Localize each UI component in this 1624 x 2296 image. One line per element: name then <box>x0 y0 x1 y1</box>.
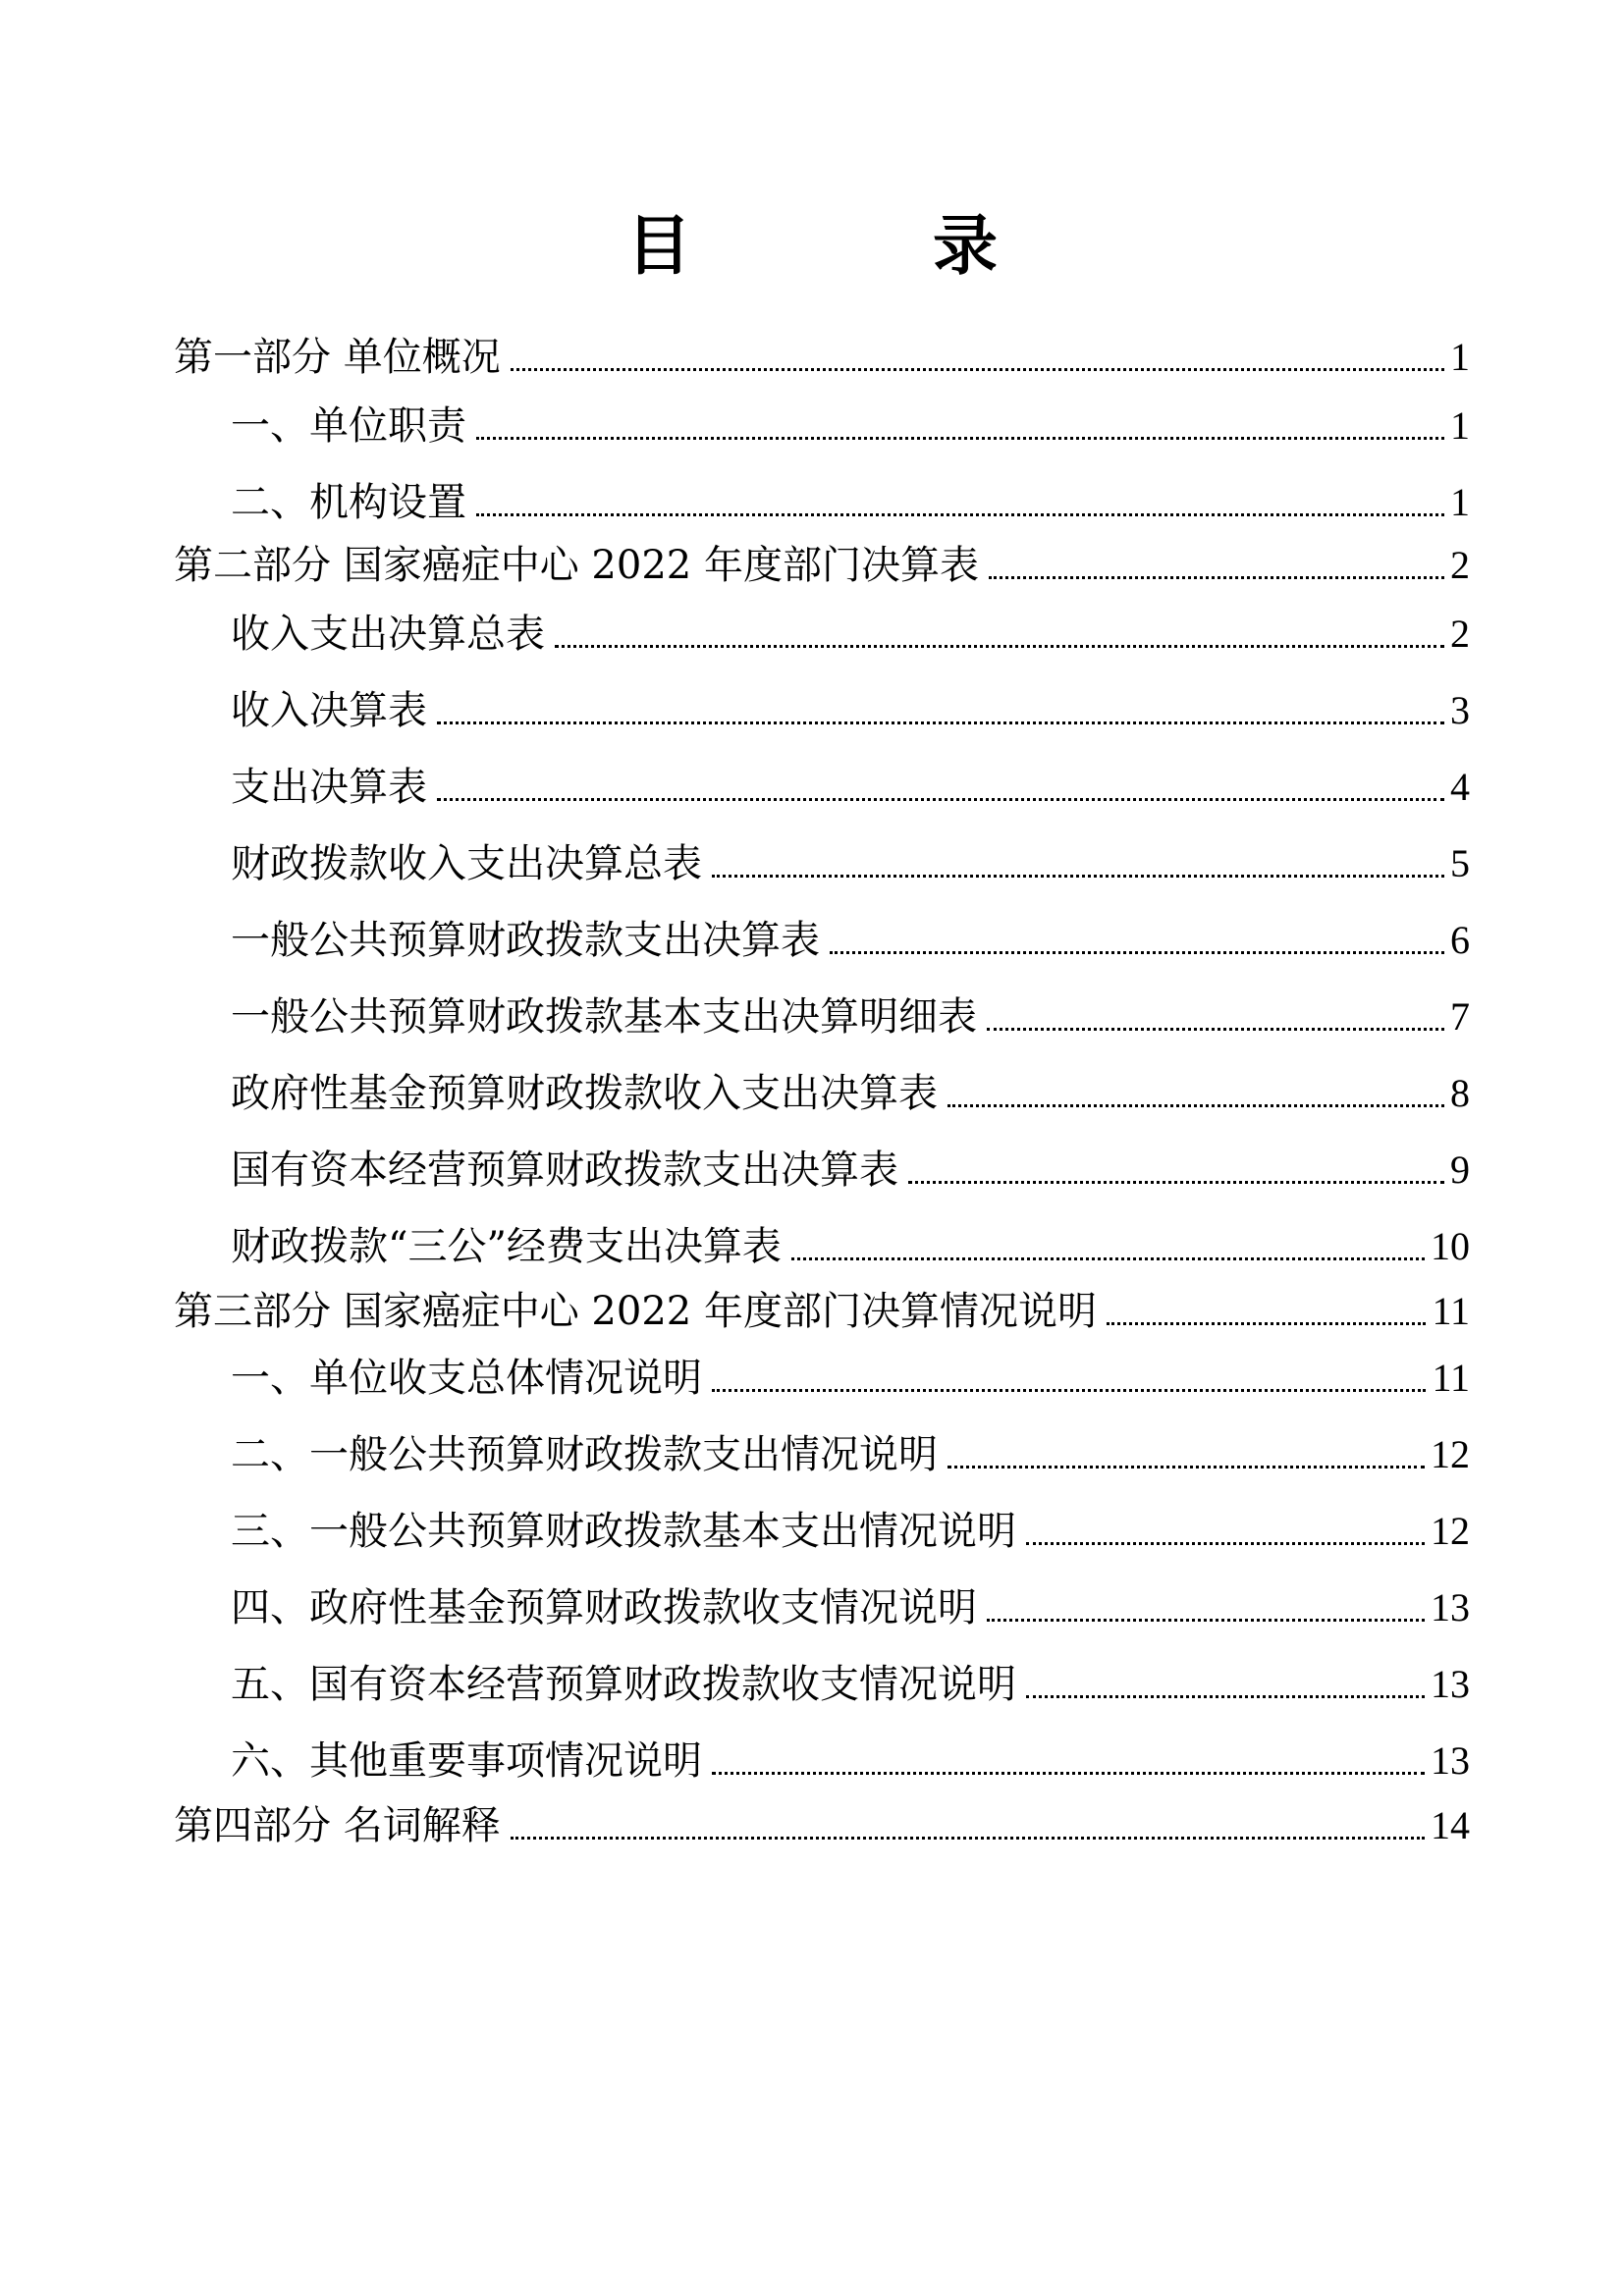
toc-entry-label: 三、一般公共预算财政拨款基本支出情况说明 <box>231 1509 1016 1554</box>
toc-entry-label: 二、一般公共预算财政拨款支出情况说明 <box>231 1432 938 1477</box>
toc-dot-leader <box>947 1103 1444 1107</box>
toc-page-number: 6 <box>1450 918 1470 962</box>
toc-entry-label: 政府性基金预算财政拨款收入支出决算表 <box>231 1071 938 1116</box>
toc-entry-income-table[interactable] <box>174 677 1470 736</box>
toc-entry-organization[interactable] <box>174 469 1470 528</box>
toc-dot-leader <box>476 512 1444 516</box>
toc-entry-label: 国有资本经营预算财政拨款支出决算表 <box>231 1148 898 1193</box>
toc-page-number: 8 <box>1450 1071 1470 1115</box>
toc-entry-government-fund[interactable] <box>174 1060 1470 1119</box>
toc-entry-label: 第一部分 单位概况 <box>174 335 501 380</box>
toc-dot-leader <box>989 575 1444 579</box>
toc-entry-label: 收入决算表 <box>231 688 427 733</box>
toc-entry-label: 一般公共预算财政拨款基本支出决算明细表 <box>231 994 977 1040</box>
toc-entry-label: 一、单位职责 <box>231 403 466 449</box>
toc-dot-leader <box>1026 1541 1425 1545</box>
toc-entry-part-1[interactable] <box>174 324 1470 383</box>
toc-dot-leader <box>947 1465 1425 1468</box>
toc-entry-label: 四、政府性基金预算财政拨款收支情况说明 <box>231 1585 977 1630</box>
toc-entry-part-2[interactable] <box>174 532 1470 591</box>
toc-entry-state-capital-explanation[interactable] <box>174 1651 1470 1710</box>
toc-entry-government-fund-explanation[interactable] <box>174 1575 1470 1633</box>
toc-entry-label: 第二部分 国家癌症中心 2022 年度部门决算表 <box>174 543 979 588</box>
toc-dot-leader <box>476 436 1444 440</box>
toc-page-number: 2 <box>1450 612 1470 656</box>
toc-entry-label: 收入支出决算总表 <box>231 612 545 657</box>
toc-dot-leader <box>511 1836 1425 1840</box>
toc-page-number: 12 <box>1431 1432 1470 1476</box>
toc-entry-general-budget-explanation[interactable] <box>174 1421 1470 1480</box>
toc-entry-income-expense-summary[interactable] <box>174 601 1470 660</box>
toc-page-number: 9 <box>1450 1148 1470 1192</box>
toc-dot-leader <box>437 797 1444 801</box>
toc-entry-label: 一般公共预算财政拨款支出决算表 <box>231 918 820 963</box>
toc-dot-leader <box>712 1388 1426 1392</box>
toc-dot-leader <box>830 950 1444 954</box>
toc-entry-basic-expense-explanation[interactable] <box>174 1498 1470 1557</box>
toc-entry-label: 五、国有资本经营预算财政拨款收支情况说明 <box>231 1662 1016 1707</box>
toc-entry-label: 一、单位收支总体情况说明 <box>231 1356 702 1401</box>
toc-page-number: 1 <box>1450 403 1470 448</box>
toc-entry-part-4[interactable] <box>174 1792 1470 1851</box>
toc-page-number: 4 <box>1450 765 1470 809</box>
toc-dot-leader <box>555 644 1444 648</box>
toc-entry-label: 第四部分 名词解释 <box>174 1803 501 1848</box>
toc-entry-expense-table[interactable] <box>174 754 1470 813</box>
toc-page-number: 5 <box>1450 841 1470 885</box>
page-title: 目 录 <box>626 207 1086 284</box>
toc-dot-leader <box>791 1256 1425 1260</box>
toc-entry-label: 第三部分 国家癌症中心 2022 年度部门决算情况说明 <box>174 1289 1097 1334</box>
toc-entry-part-3[interactable] <box>174 1278 1470 1337</box>
toc-dot-leader <box>987 1027 1444 1031</box>
toc-page-number: 1 <box>1450 480 1470 524</box>
toc-entry-basic-expense-detail[interactable] <box>174 984 1470 1042</box>
toc-dot-leader <box>712 874 1444 878</box>
toc-page-number: 11 <box>1432 1356 1470 1400</box>
toc-entry-label: 六、其他重要事项情况说明 <box>231 1738 702 1784</box>
toc-page-number: 7 <box>1450 994 1470 1039</box>
toc-dot-leader <box>908 1180 1444 1184</box>
toc-dot-leader <box>1026 1694 1425 1698</box>
toc-entry-overall-income-expense[interactable] <box>174 1345 1470 1404</box>
toc-entry-label: 二、机构设置 <box>231 480 466 525</box>
toc-page-number: 13 <box>1431 1738 1470 1783</box>
toc-page-number: 11 <box>1432 1289 1470 1333</box>
toc-entry-general-budget-expense[interactable] <box>174 907 1470 966</box>
toc-entry-label: 财政拨款收入支出决算总表 <box>231 841 702 886</box>
toc-page-number: 1 <box>1450 335 1470 379</box>
toc-entry-state-capital[interactable] <box>174 1137 1470 1196</box>
toc-dot-leader <box>511 367 1444 371</box>
toc-entry-label: 支出决算表 <box>231 765 427 810</box>
toc-dot-leader <box>987 1618 1425 1622</box>
toc-dot-leader <box>1107 1321 1427 1325</box>
toc-entry-unit-duties[interactable] <box>174 393 1470 452</box>
toc-entry-other-matters[interactable] <box>174 1728 1470 1787</box>
toc-page-number: 13 <box>1431 1585 1470 1629</box>
toc-entry-label: 财政拨款“三公”经费支出决算表 <box>231 1224 782 1269</box>
toc-entry-three-public-expenses[interactable] <box>174 1213 1470 1272</box>
toc-page-number: 2 <box>1450 543 1470 587</box>
toc-page-number: 3 <box>1450 688 1470 732</box>
toc-dot-leader <box>437 721 1444 724</box>
toc-dot-leader <box>712 1771 1425 1775</box>
toc-page-number: 13 <box>1431 1662 1470 1706</box>
toc-page-number: 14 <box>1431 1803 1470 1847</box>
toc-page-number: 12 <box>1431 1509 1470 1553</box>
toc-entry-fiscal-summary[interactable] <box>174 830 1470 889</box>
toc-page-number: 10 <box>1431 1224 1470 1268</box>
